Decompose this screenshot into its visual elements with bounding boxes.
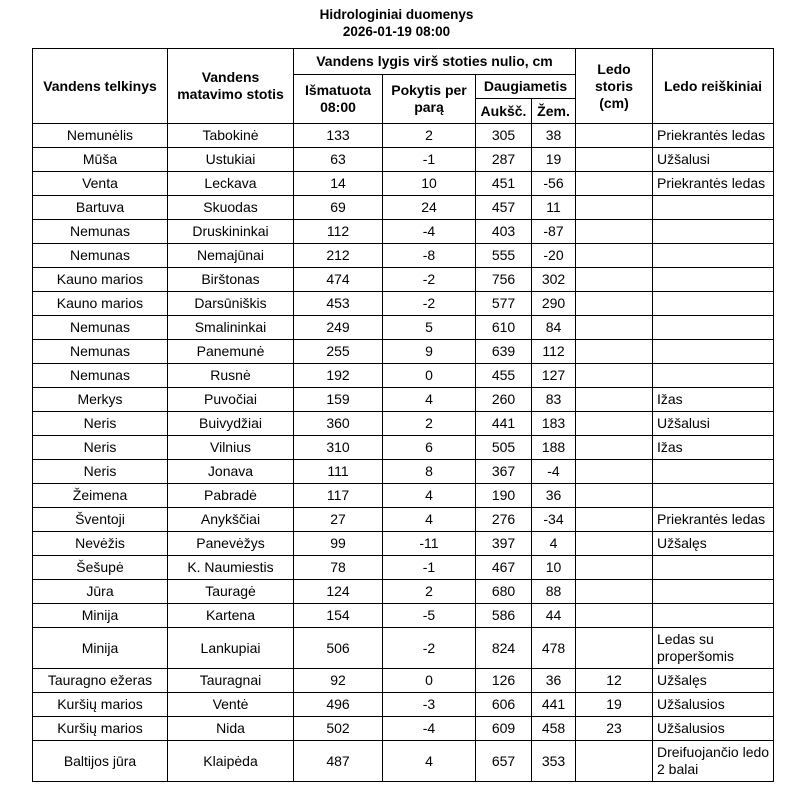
cell-water-body: Nemunas (33, 244, 168, 268)
cell-high: 457 (476, 196, 532, 220)
cell-water-body: Jūra (33, 580, 168, 604)
cell-low: 36 (532, 669, 576, 693)
table-row (33, 628, 774, 669)
cell-change: 9 (383, 340, 476, 364)
table-row (33, 484, 774, 508)
cell-measured: 310 (294, 436, 383, 460)
cell-water-body: Nemunas (33, 364, 168, 388)
cell-station: Ustukiai (168, 148, 294, 172)
cell-low: 38 (532, 124, 576, 148)
cell-station: Vilnius (168, 436, 294, 460)
cell-low: 112 (532, 340, 576, 364)
cell-high: 555 (476, 244, 532, 268)
cell-change: -8 (383, 244, 476, 268)
cell-measured: 78 (294, 556, 383, 580)
cell-ice-phenomena: Priekrantės ledas (653, 172, 774, 196)
cell-measured: 14 (294, 172, 383, 196)
table-row (33, 340, 774, 364)
table-body (33, 124, 774, 782)
cell-station: Kartena (168, 604, 294, 628)
cell-ice-phenomena (653, 340, 774, 364)
cell-water-body: Bartuva (33, 196, 168, 220)
cell-ice-thickness (576, 316, 653, 340)
header-change: Pokytis per parą (383, 75, 476, 124)
cell-ice-thickness (576, 741, 653, 782)
cell-ice-phenomena: Dreifuojančio ledo 2 balai (653, 741, 774, 782)
cell-water-body: Šventoji (33, 508, 168, 532)
cell-station: Puvočiai (168, 388, 294, 412)
cell-measured: 92 (294, 669, 383, 693)
cell-measured: 212 (294, 244, 383, 268)
cell-low: 458 (532, 717, 576, 741)
cell-high: 586 (476, 604, 532, 628)
cell-low: 290 (532, 292, 576, 316)
cell-ice-phenomena: Priekrantės ledas (653, 508, 774, 532)
cell-change: -2 (383, 268, 476, 292)
cell-change: 8 (383, 460, 476, 484)
cell-station: Darsūniškis (168, 292, 294, 316)
cell-change: -2 (383, 628, 476, 669)
cell-water-body: Nevėžis (33, 532, 168, 556)
cell-low: 441 (532, 693, 576, 717)
cell-measured: 474 (294, 268, 383, 292)
cell-change: 4 (383, 484, 476, 508)
cell-ice-thickness (576, 460, 653, 484)
cell-water-body: Mūša (33, 148, 168, 172)
cell-high: 367 (476, 460, 532, 484)
cell-station: Buivydžiai (168, 412, 294, 436)
cell-measured: 506 (294, 628, 383, 669)
cell-ice-thickness (576, 436, 653, 460)
cell-station: Smalininkai (168, 316, 294, 340)
header-level-group: Vandens lygis virš stoties nulio, cm (294, 49, 576, 75)
table-row (33, 124, 774, 148)
table-row (33, 388, 774, 412)
cell-ice-thickness (576, 508, 653, 532)
cell-ice-thickness (576, 580, 653, 604)
cell-ice-phenomena (653, 484, 774, 508)
cell-measured: 27 (294, 508, 383, 532)
cell-water-body: Baltijos jūra (33, 741, 168, 782)
cell-low: 188 (532, 436, 576, 460)
table-row (33, 717, 774, 741)
cell-measured: 99 (294, 532, 383, 556)
cell-change: 2 (383, 412, 476, 436)
cell-station: Druskininkai (168, 220, 294, 244)
cell-measured: 255 (294, 340, 383, 364)
cell-ice-phenomena: Užšalęs (653, 532, 774, 556)
cell-high: 403 (476, 220, 532, 244)
cell-ice-thickness: 19 (576, 693, 653, 717)
cell-low: 36 (532, 484, 576, 508)
table-row (33, 556, 774, 580)
cell-high: 260 (476, 388, 532, 412)
hydrology-table (32, 48, 774, 782)
cell-change: 6 (383, 436, 476, 460)
cell-ice-thickness (576, 484, 653, 508)
cell-change: -5 (383, 604, 476, 628)
header-low: Žem. (532, 99, 576, 124)
table-row (33, 244, 774, 268)
cell-ice-phenomena (653, 556, 774, 580)
cell-low: 127 (532, 364, 576, 388)
cell-change: 0 (383, 364, 476, 388)
cell-ice-thickness (576, 532, 653, 556)
cell-water-body: Neris (33, 460, 168, 484)
cell-high: 639 (476, 340, 532, 364)
cell-ice-thickness (576, 268, 653, 292)
cell-station: Nemajūnai (168, 244, 294, 268)
table-row (33, 316, 774, 340)
cell-water-body: Tauragno ežeras (33, 669, 168, 693)
cell-high: 455 (476, 364, 532, 388)
table-row (33, 172, 774, 196)
cell-ice-thickness (576, 604, 653, 628)
cell-station: Lankupiai (168, 628, 294, 669)
cell-measured: 117 (294, 484, 383, 508)
cell-change: 4 (383, 508, 476, 532)
cell-change: -11 (383, 532, 476, 556)
cell-ice-thickness (576, 172, 653, 196)
cell-change: -1 (383, 148, 476, 172)
cell-change: 4 (383, 388, 476, 412)
cell-ice-thickness (576, 244, 653, 268)
cell-ice-phenomena (653, 244, 774, 268)
cell-change: 10 (383, 172, 476, 196)
cell-water-body: Nemunas (33, 340, 168, 364)
cell-ice-phenomena: Priekrantės ledas (653, 124, 774, 148)
cell-low: -20 (532, 244, 576, 268)
cell-low: 4 (532, 532, 576, 556)
cell-station: Rusnė (168, 364, 294, 388)
cell-low: 44 (532, 604, 576, 628)
cell-high: 305 (476, 124, 532, 148)
cell-measured: 111 (294, 460, 383, 484)
cell-high: 505 (476, 436, 532, 460)
cell-station: Nida (168, 717, 294, 741)
cell-change: -3 (383, 693, 476, 717)
table-row (33, 364, 774, 388)
table-row (33, 669, 774, 693)
cell-ice-thickness (576, 196, 653, 220)
cell-ice-phenomena: Ižas (653, 388, 774, 412)
cell-change: -4 (383, 220, 476, 244)
cell-low: 183 (532, 412, 576, 436)
table-row (33, 741, 774, 782)
cell-station: Panemunė (168, 340, 294, 364)
cell-station: Birštonas (168, 268, 294, 292)
cell-high: 606 (476, 693, 532, 717)
header-ice-phenomena: Ledo reiškiniai (653, 49, 774, 124)
cell-high: 467 (476, 556, 532, 580)
cell-ice-phenomena: Ižas (653, 436, 774, 460)
cell-ice-thickness (576, 340, 653, 364)
cell-high: 680 (476, 580, 532, 604)
cell-low: 302 (532, 268, 576, 292)
cell-low: 19 (532, 148, 576, 172)
cell-measured: 360 (294, 412, 383, 436)
cell-ice-thickness (576, 292, 653, 316)
table-row (33, 436, 774, 460)
cell-ice-thickness (576, 124, 653, 148)
cell-measured: 63 (294, 148, 383, 172)
header-measured: Išmatuota 08:00 (294, 75, 383, 124)
cell-station: Panevėžys (168, 532, 294, 556)
cell-high: 577 (476, 292, 532, 316)
cell-station: Jonava (168, 460, 294, 484)
cell-high: 276 (476, 508, 532, 532)
header-station: Vandens matavimo stotis (168, 49, 294, 124)
cell-high: 451 (476, 172, 532, 196)
cell-water-body: Kuršių marios (33, 717, 168, 741)
cell-ice-phenomena: Užšalusi (653, 412, 774, 436)
cell-water-body: Kauno marios (33, 268, 168, 292)
cell-water-body: Neris (33, 436, 168, 460)
table-row (33, 508, 774, 532)
cell-station: Klaipėda (168, 741, 294, 782)
cell-low: -56 (532, 172, 576, 196)
header-high: Aukšč. (476, 99, 532, 124)
cell-low: -34 (532, 508, 576, 532)
cell-water-body: Nemunėlis (33, 124, 168, 148)
cell-change: 24 (383, 196, 476, 220)
cell-low: 88 (532, 580, 576, 604)
cell-low: 353 (532, 741, 576, 782)
cell-water-body: Venta (33, 172, 168, 196)
header-multiyear: Daugiametis (476, 75, 576, 99)
header-ice-thickness: Ledo storis (cm) (576, 49, 653, 124)
table-row (33, 693, 774, 717)
cell-high: 126 (476, 669, 532, 693)
report-datetime: 2026-01-19 08:00 (342, 24, 451, 39)
cell-ice-thickness (576, 556, 653, 580)
cell-ice-phenomena (653, 316, 774, 340)
cell-ice-phenomena: Užšalusios (653, 717, 774, 741)
cell-ice-phenomena (653, 460, 774, 484)
cell-measured: 502 (294, 717, 383, 741)
cell-water-body: Šešupė (33, 556, 168, 580)
table-row (33, 412, 774, 436)
cell-ice-thickness (576, 412, 653, 436)
cell-ice-phenomena (653, 292, 774, 316)
cell-station: Skuodas (168, 196, 294, 220)
cell-measured: 192 (294, 364, 383, 388)
cell-ice-phenomena: Užšalusios (653, 693, 774, 717)
cell-change: 0 (383, 669, 476, 693)
cell-ice-phenomena: Ledas su properšomis (653, 628, 774, 669)
cell-change: -2 (383, 292, 476, 316)
cell-station: K. Naumiestis (168, 556, 294, 580)
cell-water-body: Minija (33, 604, 168, 628)
cell-ice-thickness (576, 148, 653, 172)
table-row (33, 292, 774, 316)
cell-measured: 453 (294, 292, 383, 316)
cell-water-body: Neris (33, 412, 168, 436)
cell-water-body: Minija (33, 628, 168, 669)
cell-ice-phenomena: Užšalęs (653, 669, 774, 693)
cell-high: 756 (476, 268, 532, 292)
cell-station: Tabokinė (168, 124, 294, 148)
cell-measured: 133 (294, 124, 383, 148)
cell-high: 824 (476, 628, 532, 669)
report-header (0, 6, 793, 40)
cell-low: 84 (532, 316, 576, 340)
cell-ice-phenomena (653, 268, 774, 292)
cell-ice-thickness: 12 (576, 669, 653, 693)
cell-ice-phenomena (653, 220, 774, 244)
cell-high: 287 (476, 148, 532, 172)
cell-ice-thickness (576, 388, 653, 412)
cell-water-body: Kuršių marios (33, 693, 168, 717)
cell-station: Tauragnai (168, 669, 294, 693)
cell-ice-thickness (576, 364, 653, 388)
cell-measured: 154 (294, 604, 383, 628)
table-row (33, 196, 774, 220)
cell-ice-thickness (576, 220, 653, 244)
cell-station: Tauragė (168, 580, 294, 604)
cell-water-body: Nemunas (33, 220, 168, 244)
cell-high: 610 (476, 316, 532, 340)
cell-station: Leckava (168, 172, 294, 196)
cell-high: 609 (476, 717, 532, 741)
cell-station: Anykščiai (168, 508, 294, 532)
cell-low: 83 (532, 388, 576, 412)
table-row (33, 148, 774, 172)
cell-change: -1 (383, 556, 476, 580)
cell-high: 397 (476, 532, 532, 556)
cell-change: 4 (383, 741, 476, 782)
cell-change: 5 (383, 316, 476, 340)
table-row (33, 220, 774, 244)
cell-low: -87 (532, 220, 576, 244)
cell-measured: 496 (294, 693, 383, 717)
cell-low: 10 (532, 556, 576, 580)
cell-measured: 112 (294, 220, 383, 244)
cell-water-body: Merkys (33, 388, 168, 412)
table-row (33, 268, 774, 292)
table-row (33, 532, 774, 556)
cell-measured: 249 (294, 316, 383, 340)
table-row (33, 604, 774, 628)
cell-low: 478 (532, 628, 576, 669)
cell-ice-phenomena (653, 580, 774, 604)
cell-water-body: Nemunas (33, 316, 168, 340)
cell-high: 657 (476, 741, 532, 782)
cell-ice-phenomena: Užšalusi (653, 148, 774, 172)
cell-measured: 159 (294, 388, 383, 412)
cell-change: 2 (383, 124, 476, 148)
cell-measured: 487 (294, 741, 383, 782)
cell-change: 2 (383, 580, 476, 604)
cell-ice-phenomena (653, 364, 774, 388)
header-water-body: Vandens telkinys (33, 49, 168, 124)
table-row (33, 580, 774, 604)
cell-low: 11 (532, 196, 576, 220)
table-row (33, 460, 774, 484)
cell-high: 441 (476, 412, 532, 436)
cell-station: Pabradė (168, 484, 294, 508)
cell-ice-phenomena (653, 196, 774, 220)
report-title: Hidrologiniai duomenys (319, 7, 474, 22)
cell-water-body: Kauno marios (33, 292, 168, 316)
cell-measured: 69 (294, 196, 383, 220)
cell-high: 190 (476, 484, 532, 508)
cell-water-body: Žeimena (33, 484, 168, 508)
cell-station: Ventė (168, 693, 294, 717)
cell-ice-thickness (576, 628, 653, 669)
cell-low: -4 (532, 460, 576, 484)
cell-measured: 124 (294, 580, 383, 604)
cell-ice-phenomena (653, 604, 774, 628)
cell-change: -4 (383, 717, 476, 741)
cell-ice-thickness: 23 (576, 717, 653, 741)
